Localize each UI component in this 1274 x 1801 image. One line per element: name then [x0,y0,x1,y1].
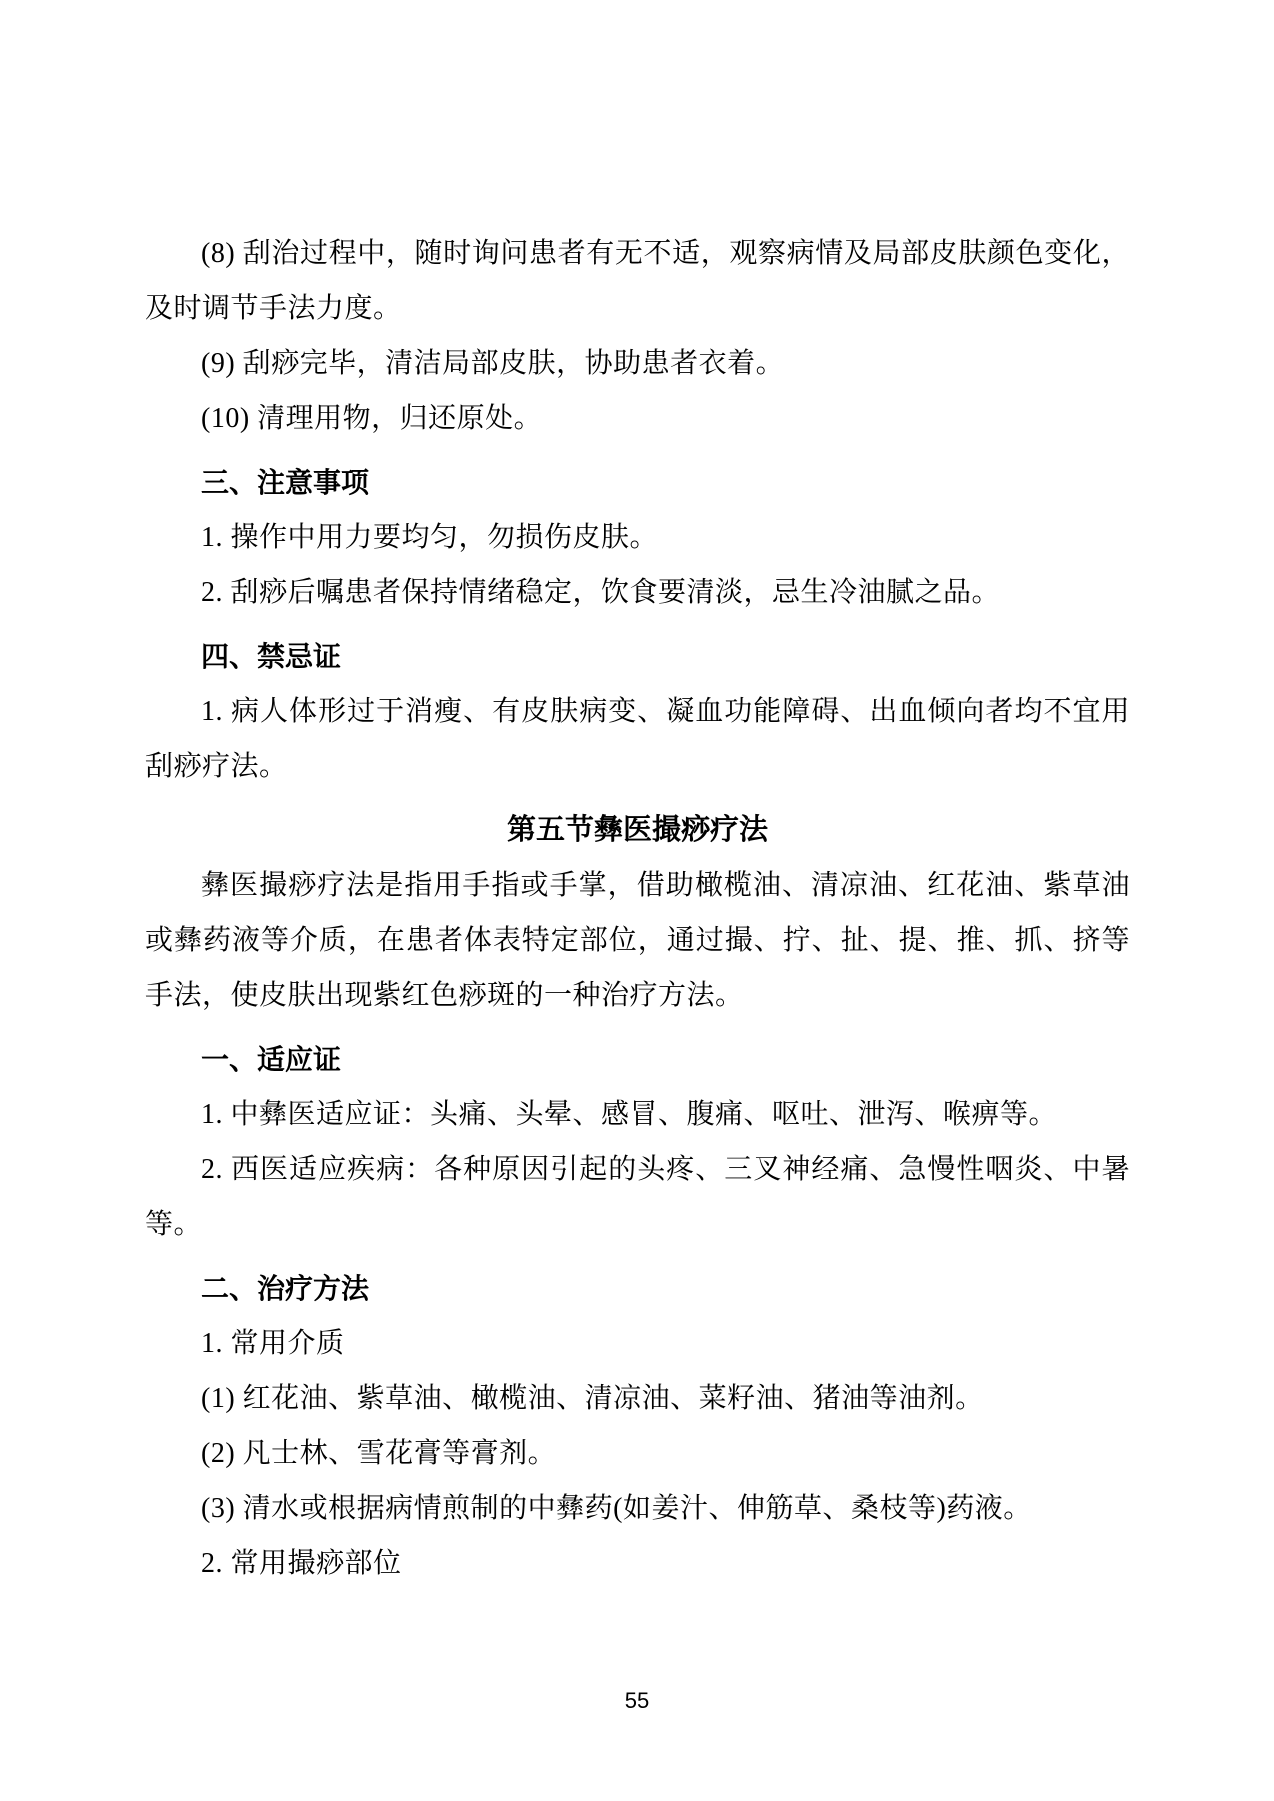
paragraph-precaution-1: 1. 操作中用力要均匀，勿损伤皮肤。 [201,522,659,553]
paragraph-media-title: 1. 常用介质 [201,1328,345,1359]
paragraph-indication-2: 2. 西医适应疾病：各种原因引起的头疼、三叉神经痛、急慢性咽炎、中暑等。 [145,1154,1130,1240]
heading-contraindications: 四、禁忌证 [201,641,342,672]
document-body [145,226,1130,1591]
paragraph-step-10: (10) 清理用物，归还原处。 [201,403,543,434]
paragraph-step-9: (9) 刮痧完毕，清洁局部皮肤，协助患者衣着。 [201,348,785,379]
paragraph-media-creams: (2) 凡士林、雪花膏等膏剂。 [201,1438,557,1469]
paragraph-locations-title: 2. 常用撮痧部位 [201,1548,402,1579]
paragraph-precaution-2: 2. 刮痧后嘱患者保持情绪稳定，饮食要清淡，忌生冷油腻之品。 [201,577,1001,608]
paragraph-indication-1: 1. 中彝医适应证：头痛、头晕、感冒、腹痛、呕吐、泄泻、喉痹等。 [201,1099,1058,1130]
page-number: 55 [624,1688,650,1713]
heading-indications: 一、适应证 [201,1044,342,1075]
section-title-chapter-5: 第五节彝医撮痧疗法 [506,814,768,846]
heading-treatment-methods: 二、治疗方法 [201,1273,370,1304]
paragraph-step-8: (8) 刮治过程中，随时询问患者有无不适，观察病情及局部皮肤颜色变化，及时调节手法力度。 [145,238,1130,324]
heading-precautions: 三、注意事项 [201,467,370,498]
paragraph-media-liquids: (3) 清水或根据病情煎制的中彝药(如姜汁、伸筋草、桑枝等)药液。 [201,1493,1032,1524]
paragraph-intro: 彝医撮痧疗法是指用手指或手掌，借助橄榄油、清凉油、红花油、紫草油或彝药液等介质，在患者体表特定部位，通过撮、拧、扯、提、推、抓、挤等手法，使皮肤出现紫红色痧斑的一种治疗方法。 [145,870,1130,1011]
paragraph-contraindication-1: 1. 病人体形过于消瘦、有皮肤病变、凝血功能障碍、出血倾向者均不宜用刮痧疗法。 [145,696,1130,782]
paragraph-media-oils: (1) 红花油、紫草油、橄榄油、清凉油、菜籽油、猪油等油剂。 [201,1383,984,1414]
